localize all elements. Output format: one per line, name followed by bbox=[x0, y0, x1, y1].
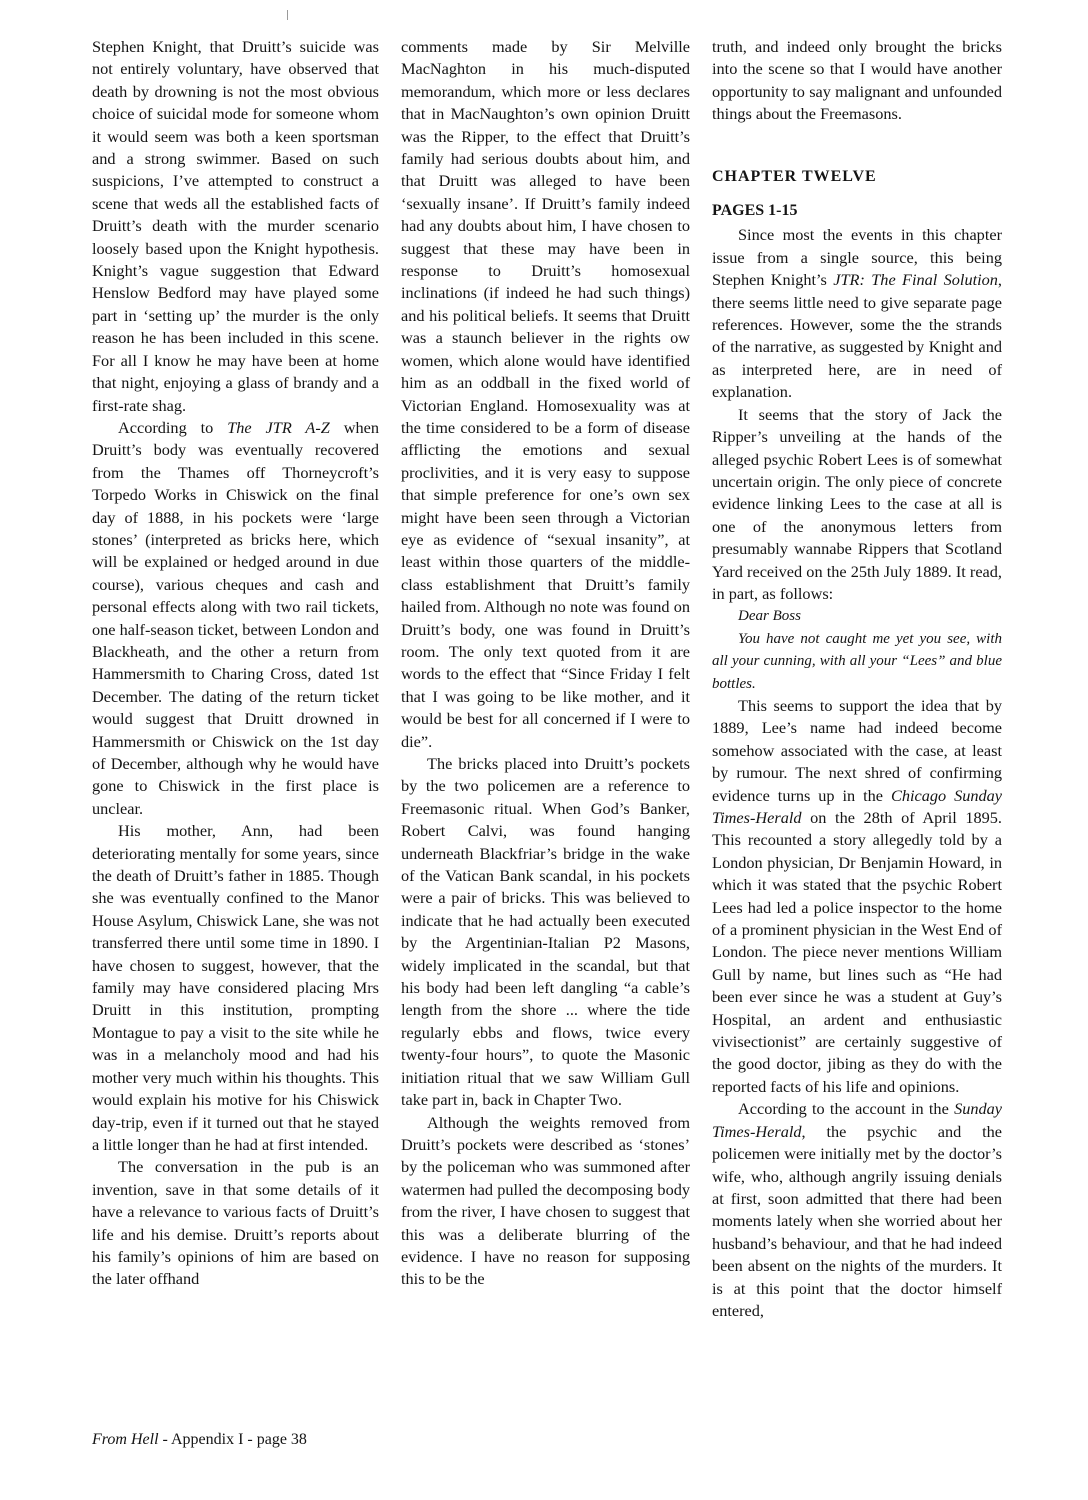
text-run: , there seems little need to give separate page references. However, some the the strands of the narrative, as suggested by Knight and as interpreted here, are in need of explanation. bbox=[712, 270, 1002, 402]
text-run: His mother, Ann, had been deteriorating mentally for some years, since the death of Druitt’s father in 1885. Though she was eventually confined to the Manor House Asylum, Chiswick Lane, she was not transferred there until some time in 1890. I have chosen to suggest, however, that the family may have considered placing Mrs Druitt in this institution, prompting Montague to pay a visit to the site while he was in a melancholy mood and had his mother very much within his thoughts. This would explain his motive for his Chiswick day-trip, even if it turned out that he stayed a little longer than he had at first intended. bbox=[92, 821, 379, 1154]
paragraph bbox=[92, 36, 379, 417]
text-column-3 bbox=[712, 36, 1002, 1322]
paragraph bbox=[401, 753, 690, 1112]
paragraph bbox=[92, 1156, 379, 1290]
section-heading bbox=[712, 200, 1002, 222]
text-run: PAGES 1-15 bbox=[712, 202, 798, 220]
quoted-letter-line bbox=[712, 628, 1002, 695]
paragraph bbox=[712, 36, 1002, 126]
page-footer bbox=[92, 1430, 307, 1450]
text-run: comments made by Sir Melville MacNaghton in his much-disputed memorandum, which more or less declares that in MacNaughton’s own opinion Druitt was the Ripper, to the effect that Druitt’s family had serious doubts about him, and that Druitt was alleged to have been ‘sexually insane’. If Druitt’s family indeed had any doubts about him, I have chosen to suggest that these may have been in response to Druitt’s homosexual inclinations (if indeed he had such things) and his political beliefs. It seems that Druitt was a staunch believer in the rights ow women, which alone would have identified him as an oddball in the fixed world of Victorian England. Homosexuality was at the time considered to be a form of disease afflicting the emotions and sexual proclivities, and it is very easy to suppose that simple preference for one’s own sex might have been seen through a Victorian eye as evidence of “sexual insanity”, at least within those quarters of the middle-class establishment that Druitt’s family hailed from. Although no note was found on Druitt’s body, one was found in Druitt’s room. The only text quoted from it are words to the effect that “Since Friday I felt that I was going to be like mother, and it would be best for all concerned if I were to die”. bbox=[401, 37, 690, 751]
paragraph bbox=[712, 224, 1002, 403]
italic-title: JTR: The Final Solution bbox=[833, 270, 998, 290]
text-run: Although the weights removed from Druitt’s pockets were described as ‘stones’ by the policeman who was summoned after watermen had pulled the decomposing body from the river, I have chosen to suggest that this was a deliberate blurring of the evidence. I have no reason for supposing this to be the bbox=[401, 1112, 690, 1289]
text-run: Dear Boss bbox=[738, 608, 801, 625]
paragraph bbox=[92, 820, 379, 1156]
text-run: truth, and indeed only brought the bricks into the scene so that I would have another opportunity to say malignant and unfounded things about the Freemasons. bbox=[712, 37, 1002, 124]
text-run: , the psychic and the policemen were initially met by the doctor’s wife, who, although angrily issuing denials at first, soon admitted that there had been moments lately when she worried about her husband’s behaviour, and that he had indeed been absent on the nights of the murders. It is at this point that the doctor himself entered, bbox=[712, 1121, 1002, 1320]
text-run: The bricks placed into Druitt’s pockets by the two policemen are a reference to Freemasonic ritual. When God’s Banker, Robert Calvi, was found hanging underneath Blackfriar’s bridge in the wake of the Vatican Bank scandal, in his pockets were a pair of bricks. This was believed to indicate that he had actually been executed by the Argentinian-Italian P2 Masons, widely implicated in the scandal, but that his body had been left dangling “a cable’s length from the shore ... where the tide regularly ebbs and flows, twice every twenty-four hours”, to quote the Masonic initiation ritual that we saw William Gull take part in, back in Chapter Two. bbox=[401, 754, 690, 1110]
text-run: You have not caught me yet you see, with all your cunning, with all your “Lees” and blue bottles. bbox=[712, 630, 1002, 692]
text-run: Since most the events in this chapter issue from a single source, this being Stephen Knight’s bbox=[712, 225, 1002, 290]
text-column-1 bbox=[92, 36, 379, 1291]
italic-title: Chicago Sunday Times-Herald bbox=[712, 785, 1002, 827]
paragraph bbox=[712, 695, 1002, 1098]
text-run: Stephen Knight, that Druitt’s suicide was not entirely voluntary, have observed that death by drowning is not the most obvious choice of suicidal mode for someone whom it would seem was both a keen sportsman and a strong swimmer. Based on such suspicions, I’ve attempted to construct a scene that weds all the established facts of Druitt’s death with the murder scenario loosely based upon the Knight hypothesis. Knight’s vague suggestion that Edward Henslow Bedford may have played some part in ‘setting up’ the murder is the only reason he has been included in this scene. For all I know he may have been at home that night, enjoying a glass of brandy and a first-rate shag. bbox=[92, 37, 379, 415]
quoted-letter-line bbox=[712, 605, 1002, 627]
paragraph bbox=[712, 1098, 1002, 1322]
text-run: The conversation in the pub is an invention, save in that some details of it have a relevance to various facts of Druitt’s life and his demise. Druitt’s reports about his family’s opinions of him are based on the later offhand bbox=[92, 1157, 379, 1289]
text-run: CHAPTER TWELVE bbox=[712, 167, 877, 185]
chapter-heading bbox=[712, 166, 1002, 188]
italic-title: The JTR A-Z bbox=[227, 417, 330, 437]
text-run: when Druitt’s body was eventually recovered from the Thames off Thorneycroft’s Torpedo Works in Chiswick on the final day of 1888, in his pockets were ‘large stones’ (interpreted as bricks here, which will be explained or hedged around in due course), various cheques and cash and personal effects along with two rail tickets, one half-season ticket, between London and Blackheath, and the other a return from Hammersmith to Charing Cross, dated 1st December. The dating of the return ticket would suggest that Druitt drowned in Hammersmith or Chiswick on the 1st day of December, although why he would have gone to Chiswick in the first place is unclear. bbox=[92, 417, 380, 818]
text-run: on the 28th of April 1895. This recounted a story allegedly told by a London physician, Dr Benjamin Howard, in which it was stated that the psychic Robert Lees had led a police inspector to the home of a prominent physician in the West End of London. The piece never mentions William Gull by name, but lines such as “He had been ever since he was a student at Guy’s Hospital, an ardent and enthusiastic vivisectionist” are certainly suggestive of the good doctor, jibing as they do with the reported facts of his life and opinions. bbox=[712, 808, 1002, 1096]
footer-page-info: - Appendix I - page 38 bbox=[158, 1431, 307, 1448]
text-run: According to the account in the bbox=[738, 1099, 955, 1119]
top-crop-mark bbox=[287, 10, 288, 20]
paragraph bbox=[401, 36, 690, 753]
text-column-2 bbox=[401, 36, 690, 1291]
paragraph bbox=[401, 1112, 690, 1291]
paragraph bbox=[92, 417, 379, 820]
text-run: It seems that the story of Jack the Ripper’s unveiling at the hands of the alleged psychic Robert Lees is of somewhat uncertain origin. The only piece of concrete evidence linking Lees to the case at all is one of the anonymous letters from presumably wannabe Rippers that Scotland Yard received on the 25th July 1889. It read, in part, as follows: bbox=[712, 404, 1002, 603]
text-run: According to bbox=[118, 417, 228, 437]
text-run: This seems to support the idea that by 1889, Lee’s name had indeed become somehow associated with the case, at least by rumour. The next shred of confirming evidence turns up in the bbox=[712, 695, 1002, 805]
paragraph bbox=[712, 404, 1002, 606]
footer-title: From Hell bbox=[92, 1431, 159, 1448]
italic-title: Sunday Times-Herald bbox=[712, 1099, 1002, 1141]
